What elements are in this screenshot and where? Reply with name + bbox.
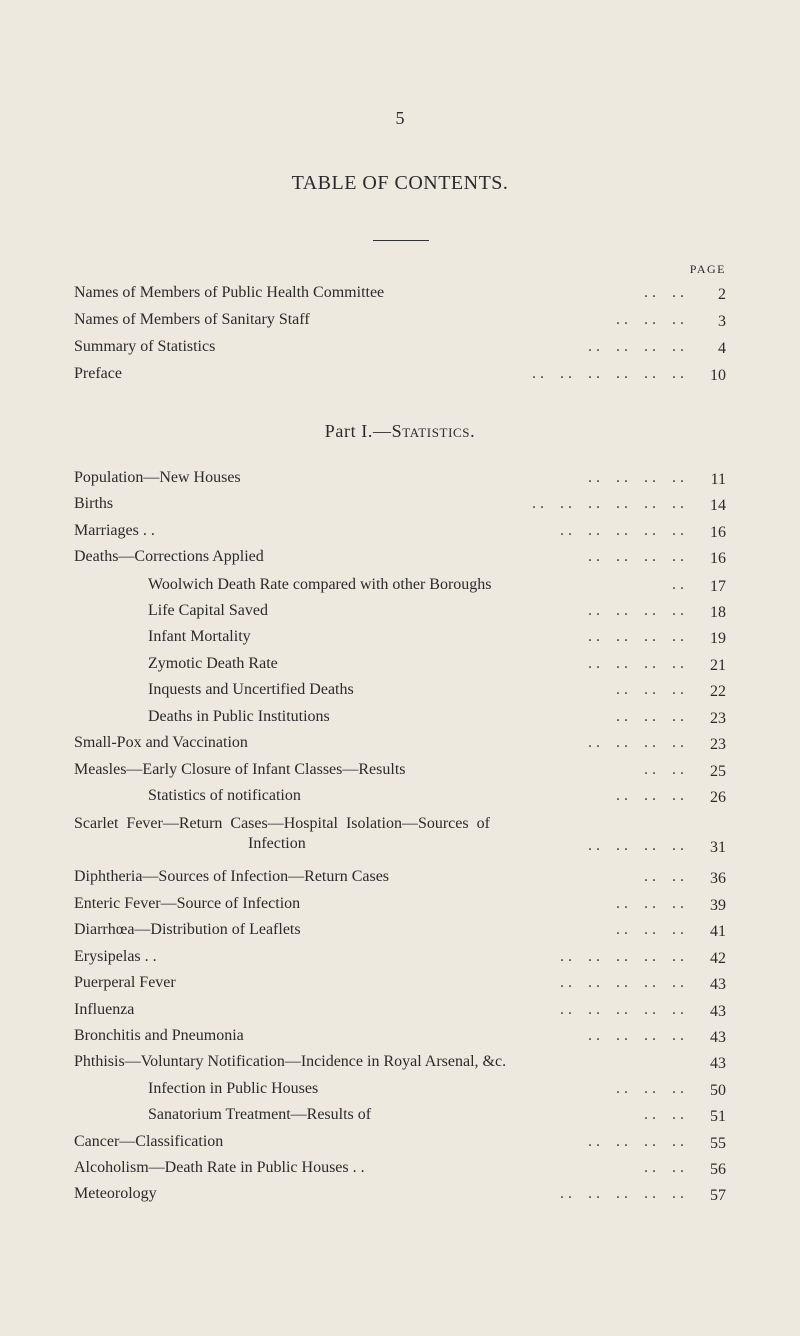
leader-dots: . . . . [644,1106,684,1123]
toc-entry-page: 31 [710,839,726,856]
page-title: TABLE OF CONTENTS. [291,172,509,194]
leader-dots: . . . . . . [616,681,684,698]
leader-dots: . . . . . . [616,1080,684,1097]
toc-entry-page: 19 [710,630,726,647]
toc-entry-label: Bronchitis and Pneumonia [74,1027,244,1044]
toc-entry-label: Cancer—Classification [74,1133,224,1150]
toc-entry-page: 2 [718,286,726,303]
leader-dots: . . . . . . [616,787,684,804]
toc-entry-page: 14 [710,497,726,514]
toc-entry-page: 21 [710,657,726,674]
toc-entry-page: 26 [710,789,726,806]
leader-dots: . . . . . . . . . . [560,948,684,965]
leader-dots: . . [672,576,684,593]
toc-entry-label: Alcoholism—Death Rate in Public Houses . . [74,1159,365,1176]
leader-dots: . . . . [644,761,684,778]
leader-dots: . . . . . . . . [588,734,684,751]
toc-entry [74,814,726,860]
toc-entry-label: Meteorology [74,1185,157,1202]
part-heading-prefix: Part I.— [324,421,392,441]
toc-entry-label: Names of Members of Sanitary Staff [74,311,310,328]
leader-dots: . . . . . . [616,895,684,912]
toc-entry-page: 57 [710,1187,726,1204]
toc-entry-label: Infection in Public Houses [148,1080,319,1097]
leader-dots: . . . . . . . . . . [560,1001,684,1018]
toc-entry-page: 16 [710,524,726,541]
toc-entry-page: 16 [710,550,726,567]
toc-entry-page: 18 [710,604,726,621]
leader-dots: . . . . . . . . [588,469,684,486]
leader-dots: . . . . . . . . . . [560,1185,684,1202]
toc-entry-label: Erysipelas . . [74,948,157,965]
toc-entry-label: Sanatorium Treatment—Results of [148,1106,372,1123]
leader-dots: . . . . . . . . [588,338,684,355]
toc-entry-page: 39 [710,897,726,914]
toc-entry-label [74,814,674,854]
toc-entry-label: Measles—Early Closure of Infant Classes—Results [74,761,406,778]
title-rule [373,240,429,241]
toc-entry-label: Zymotic Death Rate [148,655,278,672]
toc-entry-label: Enteric Fever—Source of Infection [74,895,301,912]
toc-entry-label: Phthisis—Voluntary Notification—Incidence in Royal Arsenal, &c. [74,1053,507,1070]
page-number: 5 [395,108,405,128]
toc-entry-label: Statistics of notification [148,787,301,804]
toc-entry-page: 23 [710,710,726,727]
toc-entry-label: Woolwich Death Rate compared with other Boroughs [148,576,492,593]
toc-entry-page: 42 [710,950,726,967]
leader-dots: . . . . . . . . [588,1133,684,1150]
leader-dots: . . . . [644,284,684,301]
toc-entry-page: 43 [710,1055,726,1072]
leader-dots: . . . . . . . . . . . . [532,495,684,512]
toc-entry-label: Preface [74,365,122,382]
toc-entry-label: Births [74,495,114,512]
toc-entry-page: 3 [718,313,726,330]
toc-entry-label: Diphtheria—Sources of Infection—Return Cases [74,868,390,885]
toc-entry-page: 4 [718,340,726,357]
leader-dots: . . . . . . [616,311,684,328]
leader-dots: . . . . . . . . [588,1027,684,1044]
toc-entry-page: 22 [710,683,726,700]
toc-entry-label: Diarrhœa—Distribution of Leaflets [74,921,301,938]
toc-entry-label-line2: Infection [248,835,306,852]
toc-entry-label: Population—New Houses [74,469,241,486]
leader-dots: . . . . . . . . [588,548,684,565]
toc-entry-label: Deaths in Public Institutions [148,708,330,725]
toc-entry-page: 56 [710,1161,726,1178]
leader-dots: . . . . . . . . [588,628,684,645]
part-heading [0,421,800,442]
toc-entry-label: Names of Members of Public Health Committee [74,284,385,301]
toc-entry-label: Inquests and Uncertified Deaths [148,681,354,698]
toc-entry-page: 23 [710,736,726,753]
toc-entry-label: Puerperal Fever [74,974,176,991]
leader-dots: . . . . . . . . [588,602,684,619]
leader-dots: . . . . . . . . . . [560,522,684,539]
toc-entry-page: 11 [710,471,726,488]
toc-entry-label: Infant Mortality [148,628,251,645]
toc-entry-page: 50 [710,1082,726,1099]
leader-dots: . . . . . . . . . . [560,974,684,991]
leader-dots: . . . . . . . . [588,837,684,854]
toc-entry-page: 25 [710,763,726,780]
toc-entry-page: 43 [710,976,726,993]
toc-entry-page: 10 [710,367,726,384]
toc-entry-page: 43 [710,1003,726,1020]
leader-dots: . . . . . . . . . . . . [532,365,684,382]
toc-entry-page: 43 [710,1029,726,1046]
part-heading-title: Statistics. [391,421,476,441]
toc-entry-label: Small-Pox and Vaccination [74,734,248,751]
toc-entry-label: Summary of Statistics [74,338,216,355]
toc-entry-page: 55 [710,1135,726,1152]
leader-dots: . . . . . . . . [588,655,684,672]
toc-entry-page: 41 [710,923,726,940]
toc-entry-label: Life Capital Saved [148,602,268,619]
toc-entry-label-line1: Scarlet Fever—Return Cases—Hospital Isolation—Sources of [74,815,490,832]
leader-dots: . . . . [644,868,684,885]
toc-entry-label: Influenza [74,1001,135,1018]
toc-entry-page: 51 [710,1108,726,1125]
leader-dots: . . . . . . [616,708,684,725]
toc-entry-label: Marriages . . [74,522,155,539]
leader-dots: . . . . . . [616,921,684,938]
leader-dots: . . . . [644,1159,684,1176]
toc-entry-page: 17 [710,578,726,595]
toc-entry-label: Deaths—Corrections Applied [74,548,264,565]
page-column-heading: PAGE [689,262,726,276]
toc-entry-page: 36 [710,870,726,887]
